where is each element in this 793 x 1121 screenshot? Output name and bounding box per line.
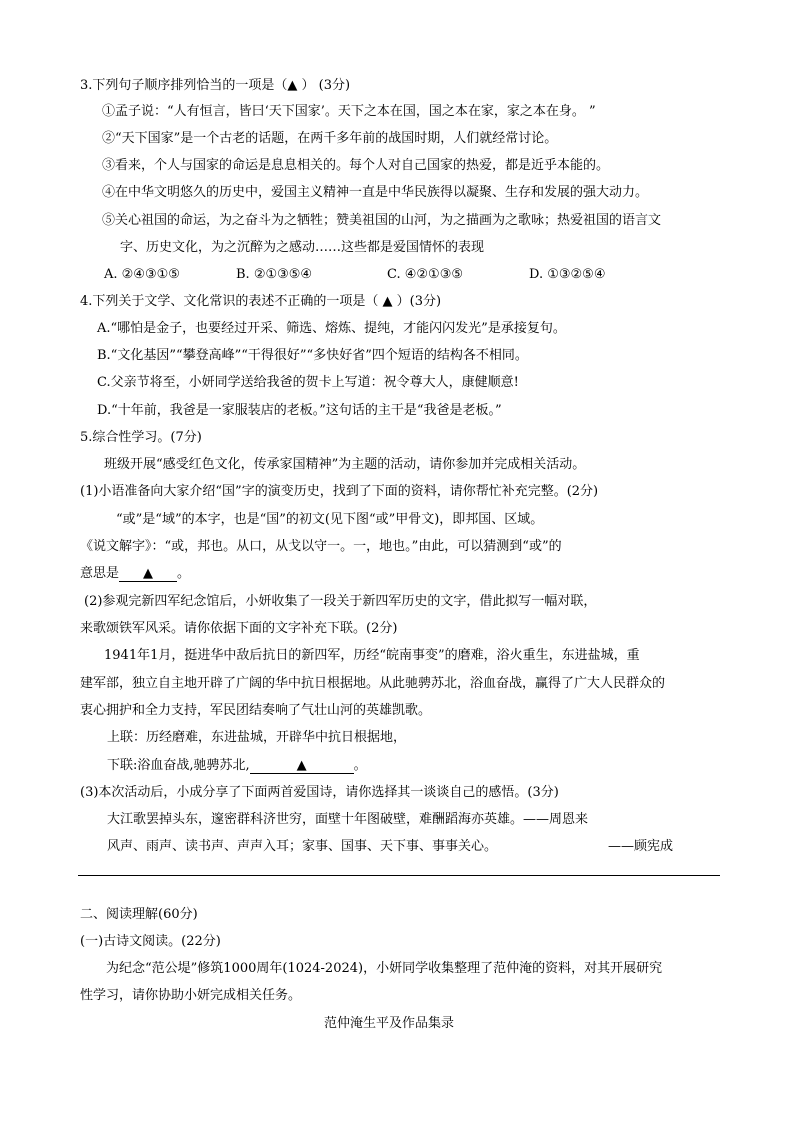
q4-option-c: C.父亲节将至，小妍同学送给我爸的贺卡上写道：祝令尊大人，康健顺意!	[97, 375, 519, 390]
q5-part2-text-2: 建军部，独立自主地开辟了广阔的华中抗日根据地。从此驰骋苏北，浴血奋战，赢得了广大人民群众的	[80, 676, 666, 691]
q5-part2-lower-prefix: 下联:浴血奋战,驰骋苏北,	[107, 758, 250, 773]
q5-part1-line2: 《说文解字》：“或，邦也。从口，从戈以守一。一，地也。”由此，可以猜测到“或”的	[80, 539, 562, 554]
q5-part1-end: 。	[177, 566, 191, 581]
q5-part2-upper-couplet: 上联：历经磨难，东进盐城，开辟华中抗日根据地，	[107, 730, 407, 745]
q5-part1-line1: “或”是“域”的本字，也是“国”的初文(见下图“或”甲骨文)，即邦国、区域。	[116, 512, 544, 527]
q4-option-a: A.“哪怕是金子，也要经过开采、筛选、熔炼、提纯，才能闪闪发光”是承接复句。	[97, 321, 566, 336]
q5-poem-2: 风声、雨声、读书声、声声入耳；家事、国事、天下事、事事关心。	[107, 839, 498, 854]
q5-part2-text-1: 1941年1月，挺进华中敌后抗日的新四军，历经“皖南事变”的磨难，浴火重生，东进盐城，重	[104, 648, 640, 663]
q5-part3-stem: (3)本次活动后，小成分享了下面两首爱国诗，请你选择其一谈谈自己的感悟。(3分)	[80, 785, 559, 800]
section2-intro-1: 为纪念“范公堤”修筑1000周年(1024-2024)，小妍同学收集整理了范仲淹的资料，对其开展研究	[106, 961, 663, 976]
q5-part1-prefix: 意思是	[80, 566, 120, 581]
section-divider	[78, 875, 720, 876]
q4-option-b: B.“文化基因”“攀登高峰”“干得很好”“多快好省”四个短语的结构各不相同。	[97, 348, 528, 363]
q5-part2-end: 。	[353, 758, 367, 773]
q5-part2-lower-couplet	[107, 757, 367, 775]
section2-intro-2: 性学习，请你协助小妍完成相关任务。	[80, 988, 302, 1003]
q5-part1-line3	[80, 565, 190, 583]
q5-part1-stem: (1)小语准备向大家介绍“国”字的演变历史，找到了下面的资料，请你帮忙补充完整。(2分)	[80, 484, 599, 499]
q5-part2-text-3: 衷心拥护和全力支持，军民团结奏响了气壮山河的英雄凯歌。	[80, 703, 432, 718]
q3-option-b: B. ②①③⑤④	[236, 267, 313, 282]
section2-title: 二、阅读理解(60分)	[80, 907, 198, 922]
q5-part1-answer-blank[interactable]: ▲	[119, 566, 177, 582]
q5-part2-stem-1: (2)参观完新四军纪念馆后，小妍收集了一段关于新四军历史的文字，借此拟写一幅对联，	[84, 594, 597, 609]
q5-poem-2-author: ——顾宪成	[608, 839, 674, 854]
q3-sentence-5b: 字、历史文化，为之沉醉为之感动……这些都是爱国情怀的表现	[120, 240, 485, 255]
q5-part2-answer-blank[interactable]: ▲	[250, 758, 354, 774]
q3-sentence-1: ①孟子说：“人有恒言，皆曰‘天下国家’。天下之本在国，国之本在家，家之本在身。 ”	[102, 104, 596, 119]
q5-poem-1: 大江歌罢掉头东，邃密群科济世穷，面壁十年图破壁，难酬蹈海亦英雄。——周恩来	[107, 812, 589, 827]
q3-sentence-3: ③看来，个人与国家的命运是息息相关的。每个人对自己国家的热爱，都是近乎本能的。	[102, 158, 610, 173]
q4-option-d: D.“十年前，我爸是一家服装店的老板。”这句话的主干是“我爸是老板。”	[97, 403, 502, 418]
q3-stem: 3.下列句子顺序排列恰当的一项是（▲ ） (3分)	[80, 78, 351, 93]
section2-subtitle: (一)古诗文阅读。(22分)	[80, 934, 221, 949]
q4-stem: 4.下列关于文学、文化常识的表述不正确的一项是（ ▲ ）(3分)	[80, 294, 442, 309]
q3-sentence-4: ④在中华文明悠久的历史中，爱国主义精神一直是中华民族得以凝聚、生存和发展的强大动力。	[102, 185, 649, 200]
section2-heading: 范仲淹生平及作品集录	[324, 1016, 455, 1031]
q5-intro: 班级开展“感受红色文化，传承家国精神”为主题的活动，请你参加并完成相关活动。	[104, 457, 586, 472]
q5-stem: 5.综合性学习。(7分)	[80, 430, 202, 445]
q3-option-d: D. ①③②⑤④	[529, 267, 606, 282]
q3-sentence-5a: ⑤关心祖国的命运，为之奋斗为之牺牲；赞美祖国的山河，为之描画为之歌咏；热爱祖国的语言文	[102, 213, 662, 228]
q5-part2-stem-2: 来歌颂铁军风采。请你依据下面的文字补充下联。(2分)	[80, 621, 398, 636]
q3-option-a: A. ②④③①⑤	[104, 267, 180, 282]
q3-option-c: C. ④②①③⑤	[387, 267, 464, 282]
q3-sentence-2: ②“天下国家”是一个古老的话题，在两千多年前的战国时期，人们就经常讨论。	[102, 131, 558, 146]
